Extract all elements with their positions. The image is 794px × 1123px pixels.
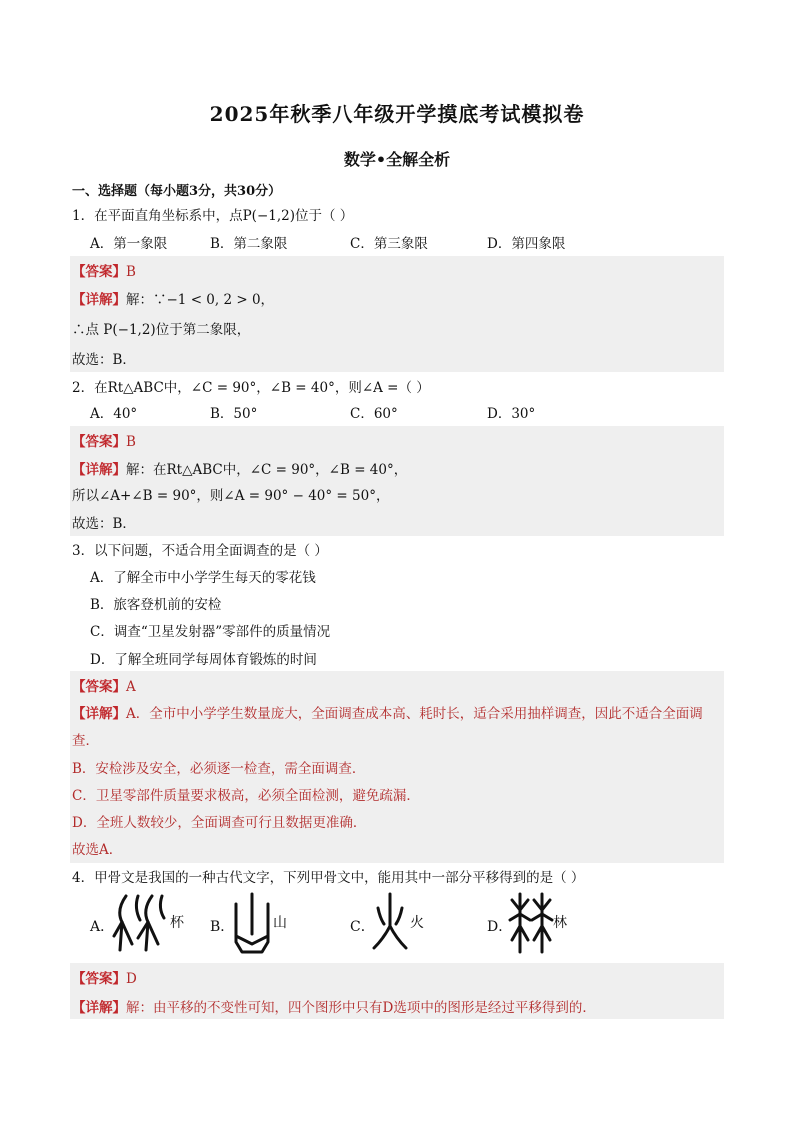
- detail-tag: 【详解】: [72, 292, 126, 308]
- detail-text: A．全市中小学学生数量庞大，全面调查成本高、耗时长，适合采用抽样调查，因此不适合全面调: [126, 706, 703, 722]
- question-4-option-b-letter: B．: [210, 919, 235, 935]
- question-4-option-c-char: 火: [410, 915, 424, 931]
- question-1-detail-line-3: 故选：B．: [72, 352, 136, 368]
- page-title: 2025年秋季八年级开学摸底考试模拟卷: [209, 102, 585, 126]
- question-4-option-d-letter: D．: [487, 919, 513, 935]
- question-2-detail-line-1: [72, 458, 407, 478]
- detail-text: 解：由平移的不变性可知，四个图形中只有D选项中的图形是经过平移得到的．: [126, 1000, 596, 1016]
- detail-tag: 【详解】: [72, 1000, 126, 1016]
- question-1-detail-line-1: [72, 288, 274, 308]
- question-3-detail-line-4: C．卫星零部件质量要求极高，必须全面检测，避免疏漏．: [72, 788, 420, 804]
- question-3-option-b: B．旅客登机前的安检: [90, 597, 222, 613]
- page-subtitle: 数学•全解全析: [343, 150, 451, 169]
- answer-value: A: [126, 679, 136, 695]
- question-4-answer: [72, 967, 137, 987]
- question-3-stem: 3．以下问题，不适合用全面调查的是（ ）: [72, 543, 328, 559]
- question-1-option-c: C．第三象限: [350, 236, 428, 252]
- question-3-answer: [72, 675, 136, 695]
- detail-text: 解：在Rt△ABC中，∠C = 90°，∠B = 40°，: [126, 462, 408, 478]
- question-3-option-a: A．了解全市中小学学生每天的零花钱: [90, 570, 316, 586]
- question-2-option-b: B．50°: [210, 406, 258, 422]
- question-2-detail-line-2: 所以∠A+∠B = 90°，则∠A = 90° − 40° = 50°，: [72, 488, 390, 504]
- question-4-option-d-char: 林: [553, 915, 567, 931]
- oracle-lin-glyph-icon: [508, 890, 554, 956]
- question-3-detail-line-3: B．安检涉及安全，必须逐一检查，需全面调查．: [72, 761, 366, 777]
- question-1-answer: [72, 260, 136, 280]
- question-2-option-c: C．60°: [350, 406, 398, 422]
- detail-tag: 【详解】: [72, 462, 126, 478]
- question-1-detail-line-2: ∴点 P(−1,2)位于第二象限，: [72, 322, 251, 338]
- question-2-stem: 2．在Rt△ABC中，∠C = 90°，∠B = 40°，则∠A =（ ）: [72, 380, 430, 396]
- question-3-option-c: C．调查“卫星发射器”零部件的质量情况: [90, 624, 331, 640]
- question-1-option-b: B．第二象限: [210, 236, 288, 252]
- oracle-huo-glyph-icon: [370, 890, 410, 952]
- question-3-detail-line-6: 故选A．: [72, 842, 123, 858]
- question-3-detail-line-2: 查．: [72, 733, 99, 749]
- answer-tag: 【答案】: [72, 971, 126, 987]
- answer-tag: 【答案】: [72, 679, 126, 695]
- detail-text: 解：∵−1 < 0, 2 > 0，: [126, 292, 275, 308]
- question-2-detail-line-3: 故选：B．: [72, 516, 136, 532]
- question-4-stem: 4．甲骨文是我国的一种古代文字，下列甲骨文中，能用其中一部分平移得到的是（ ）: [72, 870, 585, 886]
- answer-value: D: [126, 971, 137, 987]
- question-2-answer: [72, 430, 136, 450]
- answer-value: B: [126, 264, 136, 280]
- question-3-detail-line-1: [72, 702, 703, 722]
- section-heading: 一、选择题（每小题3分，共30分）: [72, 184, 282, 199]
- question-1-option-d: D．第四象限: [487, 236, 566, 252]
- answer-value: B: [126, 434, 136, 450]
- question-4-option-c-letter: C．: [350, 919, 375, 935]
- question-4-detail-line-1: [72, 996, 596, 1016]
- question-2-answer-box: [70, 426, 724, 536]
- oracle-shan-glyph-icon: [232, 890, 272, 956]
- question-3-detail-line-5: D．全班人数较少，全面调查可行且数据更准确．: [72, 815, 367, 831]
- question-2-option-d: D．30°: [487, 406, 536, 422]
- oracle-bei-glyph-icon: [112, 892, 170, 954]
- answer-tag: 【答案】: [72, 264, 126, 280]
- question-4-option-b-char: 山: [273, 915, 287, 931]
- question-1-answer-box: [70, 256, 724, 372]
- question-3-option-d: D．了解全班同学每周体育锻炼的时间: [90, 652, 317, 668]
- question-4-option-a-char: 杯: [170, 915, 184, 931]
- question-4-option-a-letter: A．: [90, 919, 115, 935]
- question-1-stem: 1．在平面直角坐标系中，点P(−1,2)位于（ ）: [72, 208, 354, 224]
- answer-tag: 【答案】: [72, 434, 126, 450]
- question-1-option-a: A．第一象限: [90, 236, 168, 252]
- detail-tag: 【详解】: [72, 706, 126, 722]
- question-2-option-a: A．40°: [90, 406, 138, 422]
